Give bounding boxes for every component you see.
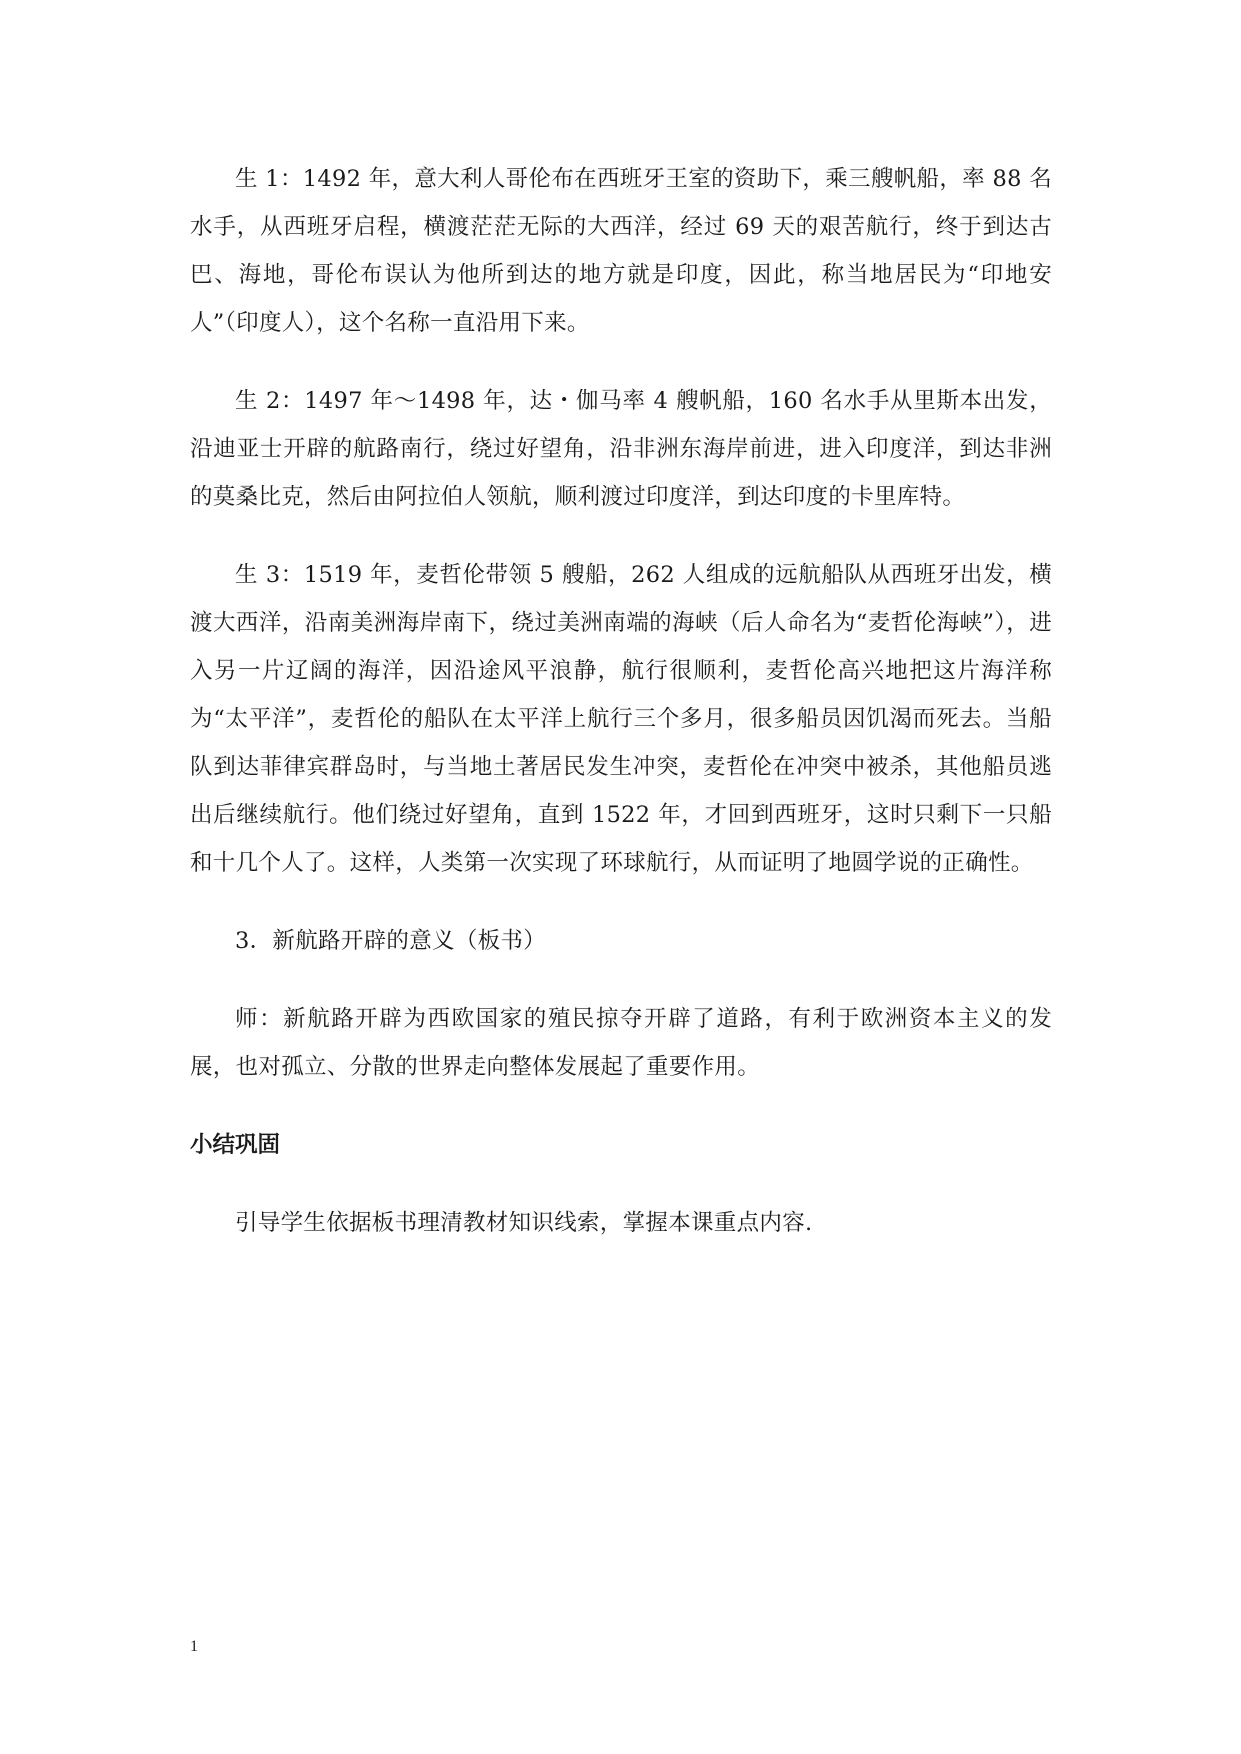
paragraph-student-3: 生 3：1519 年，麦哲伦带领 5 艘船，262 人组成的远航船队从西班牙出发，横渡大西洋，沿南美洲海岸南下，绕过美洲南端的海峡（后人命名为“麦哲伦海峡”），进入另一片辽阔的海洋，因沿途风平浪静，航行很顺利，麦哲伦高兴地把这片海洋称为“太平洋”，麦哲伦的船队在太平洋上航行三个多月，很多船员因饥渴而死去。当船队到达菲律宾群岛时，与当地土著居民发生冲突，麦哲伦在冲突中被杀，其他船员逃出后继续航行。他们绕过好望角，直到 1522 年，才回到西班牙，这时只剩下一只船和十几个人了。这样，人类第一次实现了环球航行，从而证明了地圆学说的正确性。 (190, 562, 1052, 876)
document-body (190, 155, 1052, 1277)
paragraph-student-2: 生 2：1497 年～1498 年，达・伽马率 4 艘帆船，160 名水手从里斯本出发，沿迪亚士开辟的航路南行，绕过好望角，沿非洲东海岸前进，进入印度洋，到达非洲的莫桑比克，然后由阿拉伯人领航，顺利渡过印度洋，到达印度的卡里库特。 (190, 388, 1052, 510)
paragraph-student-1: 生 1：1492 年，意大利人哥伦布在西班牙王室的资助下，乘三艘帆船，率 88 名水手，从西班牙启程，横渡茫茫无际的大西洋，经过 69 天的艰苦航行，终于到达古巴、海地，哥伦布误认为他所到达的地方就是印度，因此，称当地居民为“印地安人”（印度人），这个名称一直沿用下来。 (190, 166, 1052, 336)
section-heading: 小结巩固 (190, 1132, 281, 1158)
paragraph-significance-heading: 3．新航路开辟的意义（板书） (235, 928, 547, 954)
paragraph-teacher: 师：新航路开辟为西欧国家的殖民掠夺开辟了道路，有利于欧洲资本主义的发展，也对孤立、分散的世界走向整体发展起了重要作用。 (190, 1006, 1052, 1080)
paragraph-summary: 引导学生依据板书理清教材知识线索，掌握本课重点内容. (235, 1210, 813, 1236)
page-number: 1 (190, 1638, 198, 1655)
